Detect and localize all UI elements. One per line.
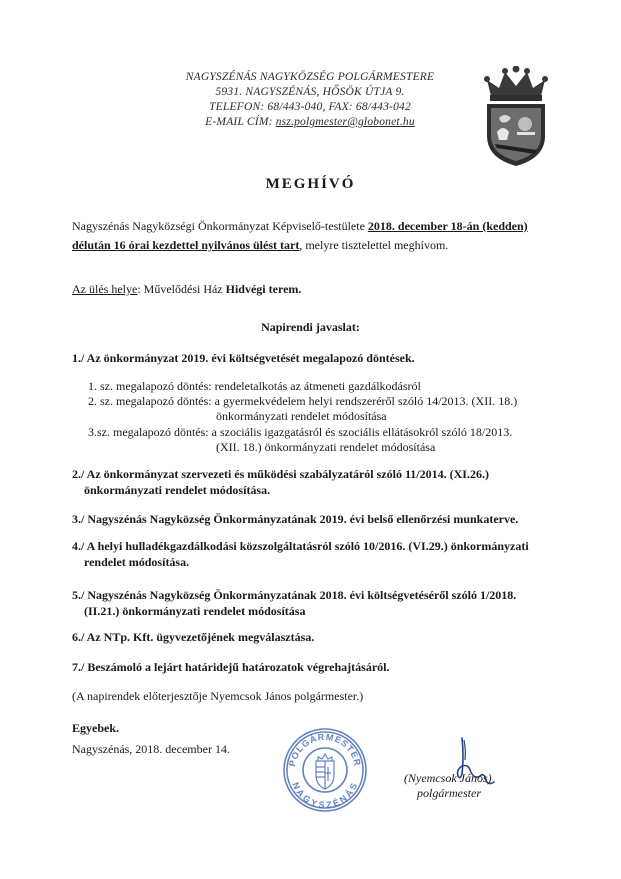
presenter-note: (A napirendek előterjesztője Nyemcsok János polgármester.) <box>72 689 364 703</box>
letterhead-email <box>150 115 470 130</box>
letterhead-office: NAGYSZÉNÁS NAGYKÖZSÉG POLGÁRMESTERE <box>185 71 435 83</box>
letterhead <box>150 70 470 130</box>
agenda-sub-2-line2: önkormányzati rendelet módosítása <box>216 409 387 423</box>
letterhead-phone: TELEFON: 68/443-040, FAX: 68/443-042 <box>209 101 411 113</box>
venue-line <box>72 282 301 297</box>
agenda-item-2 <box>72 466 552 498</box>
hungarian-crest-icon <box>316 754 334 789</box>
email-label: E-MAIL CÍM: <box>205 116 273 128</box>
official-seal <box>282 727 368 813</box>
agenda-item-2-line2: önkormányzati rendelet módosítása. <box>84 483 271 497</box>
signatory-name: (Nyemcsok János) <box>404 771 492 785</box>
agenda-sub-2 <box>88 394 548 424</box>
agenda-sub-3-line2: (XII. 18.) önkormányzati rendelet módosítása <box>216 440 436 454</box>
document-title: MEGHÍVÓ <box>265 176 356 192</box>
agenda-sub-3 <box>88 425 548 455</box>
agenda-item-7: 7./ Beszámoló a lejárt határidejű határozatok végrehajtásáról. <box>72 660 390 674</box>
meeting-date: 2018. december 18-án (kedden) <box>367 219 528 233</box>
email-address: nsz.polgmester@globonet.hu <box>275 116 415 128</box>
agenda-item-1: 1./ Az önkormányzat 2019. évi költségvetését megalapozó döntések. <box>72 351 415 365</box>
agenda-item-2-line1: 2./ Az önkormányzat szervezeti és működési szabályzatáról szóló 11/2014. (XI.26.) <box>72 467 489 481</box>
agenda-item-3: 3./ Nagyszénás Nagyközség Önkormányzatának 2019. évi belső ellenőrzési munkaterve. <box>72 512 519 526</box>
document-date: Nagyszénás, 2018. december 14. <box>72 742 230 756</box>
signatory-role: polgármester <box>417 786 481 800</box>
intro-text: Nagyszénás Nagyközségi Önkormányzat Képviselő-testülete <box>72 219 368 233</box>
agenda-item-5-line1: 5./ Nagyszénás Nagyközség Önkormányzatának 2018. évi költségvetéséről szóló 1/2018. <box>72 588 517 602</box>
agenda-item-4-line2: rendelet módosítása. <box>84 555 190 569</box>
agenda-item-6: 6./ Az NTp. Kft. ügyvezetőjének megválasztása. <box>72 630 315 644</box>
intro-closing: , melyre tisztelettel meghívom. <box>299 238 449 252</box>
venue-label: Az ülés helye <box>72 282 138 296</box>
venue-room: Hidvégi terem. <box>225 282 302 296</box>
seal-bottom-text: NAGYSZÉNÁS <box>290 780 360 811</box>
coat-of-arms-icon <box>477 66 555 168</box>
agenda-sub-3-line1: 3.sz. megalapozó döntés: a szociális igazgatásról és szociális ellátásokról szóló 18/2013. <box>88 425 513 439</box>
agenda-item-4 <box>72 538 552 570</box>
venue-place: Művelődési Ház <box>143 282 226 296</box>
agenda-sub-1: 1. sz. megalapozó döntés: rendeletalkotás az átmeneti gazdálkodásról <box>88 379 421 393</box>
agenda-heading: Napirendi javaslat: <box>261 320 360 334</box>
meeting-time: délután 16 órai kezdettel nyilvános ülést tart <box>72 238 300 252</box>
venue-colon: : <box>137 282 144 296</box>
agenda-sub-2-line1: 2. sz. megalapozó döntés: a gyermekvédelem helyi rendszeréről szóló 14/2013. (XII. 18.) <box>88 394 518 408</box>
agenda-item-5 <box>72 587 552 619</box>
letterhead-address: 5931. NAGYSZÉNÁS, HŐSÖK ÚTJA 9. <box>215 86 405 98</box>
seal-top-text: POLGÁRMESTER <box>287 731 363 768</box>
other-item: Egyebek. <box>72 721 120 735</box>
agenda-item-5-line2: (II.21.) önkormányzati rendelet módosítása <box>84 604 306 618</box>
intro-paragraph <box>72 217 552 255</box>
agenda-item-4-line1: 4./ A helyi hulladékgazdálkodási közszolgáltatásról szóló 10/2016. (VI.29.) önkormányzati <box>72 539 529 553</box>
